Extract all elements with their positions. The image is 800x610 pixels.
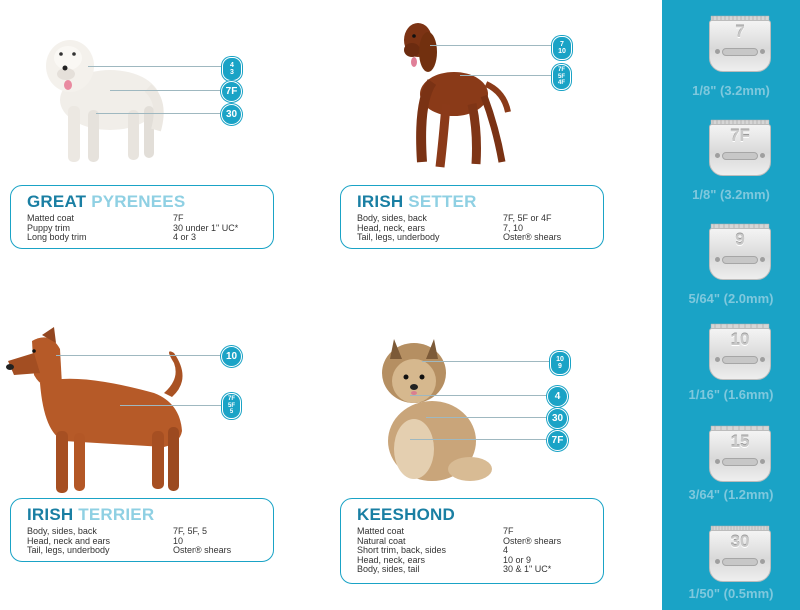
blade-badge: 7 10 [552, 36, 572, 60]
clipper-blade-7f [709, 118, 771, 178]
clipper-blade-9 [709, 222, 771, 282]
blade-size-label: 5/64" (2.0mm) [688, 291, 774, 306]
table-row: Matted coat 7F [27, 213, 184, 223]
blade-badge: 30 [547, 408, 568, 429]
screw-icon [760, 49, 765, 54]
blade-number: 10 [730, 330, 750, 349]
irish-setter-photo [392, 12, 512, 172]
clipper-blade-10 [709, 322, 771, 382]
table-row: Tail, legs, underbody Oster® shears [27, 545, 232, 555]
blade-number: 7 [735, 22, 745, 41]
blade-size-label: 1/8" (3.2mm) [692, 83, 770, 98]
screw-icon [715, 153, 720, 158]
table-row: Head, neck, ears 10 or 9 [357, 554, 532, 565]
table-row: Long body trim 4 or 3 [27, 232, 197, 242]
breed-title: GREAT PYRENEES [27, 192, 186, 211]
leader-line [460, 75, 552, 76]
breed-keeshond [330, 305, 660, 610]
oster-logo [722, 256, 758, 264]
blade-size-label: 1/8" (3.2mm) [692, 187, 770, 202]
screw-icon [715, 257, 720, 262]
blade-badge: 7F 5F 5 [222, 393, 241, 419]
leader-line [422, 361, 552, 362]
oster-logo [722, 152, 758, 160]
breed-title: KEESHOND [357, 505, 455, 524]
leader-line [426, 417, 552, 418]
table-row: Natural coat Oster® shears [357, 535, 562, 546]
breed-title: IRISH SETTER [357, 192, 477, 211]
blade-size-label: 1/16" (1.6mm) [688, 387, 774, 402]
table-row: Body, sides, back 7F, 5F or 4F [357, 213, 552, 223]
blade-number: 15 [730, 432, 750, 451]
breed-title: IRISH TERRIER [27, 505, 155, 524]
screw-icon [760, 257, 765, 262]
blade-badge: 7F [221, 81, 242, 102]
leader-line [110, 90, 222, 91]
blade-badge: 7F [547, 430, 568, 451]
great-pyrenees-photo [30, 18, 165, 168]
leader-line [410, 439, 552, 440]
breed-info-card [340, 185, 604, 249]
table-row: Puppy trim 30 under 1" UC* [27, 222, 239, 233]
screw-icon [760, 459, 765, 464]
leader-line [56, 355, 222, 356]
breed-info-card [340, 498, 604, 584]
table-row: Short trim, back, sides 4 [357, 545, 509, 555]
screw-icon [760, 559, 765, 564]
blade-size-label: 3/64" (1.2mm) [688, 487, 774, 502]
table-row: Body, sides, back 7F, 5F, 5 [27, 526, 208, 536]
screw-icon [760, 357, 765, 362]
breed-irish-terrier [0, 305, 330, 610]
breed-info-card [10, 498, 274, 562]
oster-logo [722, 48, 758, 56]
screw-icon [715, 49, 720, 54]
blade-number: 30 [730, 532, 750, 551]
table-row: Head, neck, ears 7, 10 [357, 222, 524, 233]
screw-icon [715, 357, 720, 362]
trim-table [27, 527, 231, 556]
blade-badge: 30 [221, 104, 242, 125]
blade-badge: 4 3 [222, 57, 242, 81]
keeshond-photo [374, 329, 499, 489]
leader-line [410, 395, 552, 396]
table-row: Tail, legs, underbody Oster® shears [357, 232, 562, 242]
breed-great-pyrenees [0, 0, 330, 305]
table-row: Matted coat 7F [357, 526, 514, 536]
blade-badge: 7F 5F 4F [552, 64, 571, 90]
screw-icon [715, 459, 720, 464]
clipper-blade-15 [709, 424, 771, 484]
table-row: Body, sides, tail 30 & 1" UC* [357, 564, 552, 574]
blade-badge: 10 [221, 346, 242, 367]
trim-table [27, 214, 238, 243]
leader-line [120, 405, 222, 406]
clipper-blade-7 [709, 14, 771, 74]
table-row: Head, neck and ears 10 [27, 535, 184, 546]
screw-icon [715, 559, 720, 564]
oster-logo [722, 458, 758, 466]
leader-line [96, 113, 222, 114]
blade-sidebar [662, 0, 800, 610]
trim-table [357, 214, 561, 243]
blade-badge: 10 9 [550, 351, 570, 375]
leader-line [430, 45, 552, 46]
blade-number: 7F [730, 126, 750, 145]
irish-terrier-photo [4, 323, 214, 498]
breed-info-card [10, 185, 274, 249]
trim-table [357, 527, 561, 575]
breed-irish-setter [330, 0, 660, 305]
screw-icon [760, 153, 765, 158]
blade-size-label: 1/50" (0.5mm) [688, 586, 774, 601]
blade-number: 9 [735, 230, 745, 249]
leader-line [88, 66, 222, 67]
oster-logo [722, 356, 758, 364]
oster-logo [722, 558, 758, 566]
blade-badge: 4 [547, 386, 568, 407]
clipper-blade-30 [709, 524, 771, 584]
